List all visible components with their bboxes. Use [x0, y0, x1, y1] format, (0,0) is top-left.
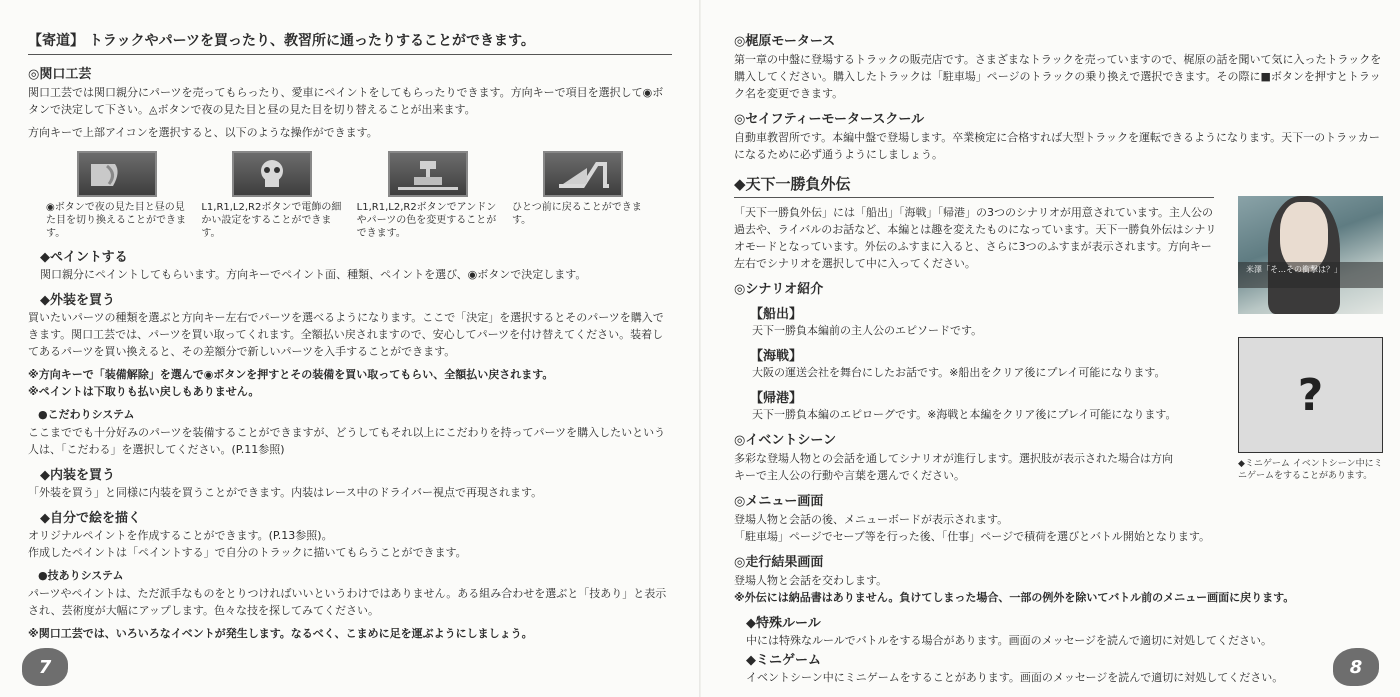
- minigame-placeholder: ?: [1238, 337, 1383, 453]
- day-night-icon: [77, 151, 157, 197]
- final-note: ※関口工芸では、いろいろなイベントが発生します。なるべく、こまめに足を運ぶようにしましょう。: [28, 627, 533, 640]
- kajiwara-body: 第一章の中盤に登場するトラックの販売店です。さまざまなトラックを売っていますので、梶原の話を聞いて気に入ったトラックを購入してください。購入したトラックは「駐車場」ページのトラックの乗り換えで選択できます。その際に■ボタンを押すとトラック名を変更できます。: [734, 53, 1382, 100]
- result-note: ※外伝には納品書はありません。負けてしまった場合、一部の例外を除いてバトル前のメニュー画面に戻ります。: [734, 591, 1295, 604]
- icon-caption: ひとつ前に戻ることができます。: [511, 202, 642, 226]
- menu-title: ◎メニュー画面: [734, 494, 824, 509]
- page-number-left: [22, 648, 68, 686]
- kajiwara-title: ◎梶原モータース: [734, 34, 836, 49]
- exterior-title: ◆外装を買う: [40, 293, 115, 308]
- icon-item: [508, 151, 658, 240]
- page-number-right: [1333, 648, 1379, 686]
- scenario-label: 【船出】: [750, 307, 803, 322]
- scenario-body: 天下一勝負本編前の主人公のエピソードです。: [752, 324, 983, 337]
- interior-body: 「外装を買う」と同様に内装を買うことができます。内装はレース中のドライバー視点で再現されます。: [28, 486, 543, 499]
- exterior-note-2: ※ペイントは下取りも払い戻しもありません。: [28, 385, 260, 398]
- safety-body: 自動車教習所です。本編中盤で登場します。卒業検定に合格すれば大型トラックを運転できるようになります。天下一のトラッカーになるために必ず通うようにしましょう。: [734, 131, 1380, 161]
- icon-item: [353, 151, 503, 240]
- paint-title: ◆ペイントする: [40, 250, 128, 265]
- exterior-note-1: ※方向キーで「装備解除」を選んで◉ボタンを押すとその装備を買い取ってもらい、全額払い戻されます。: [28, 368, 554, 381]
- icon-item: [197, 151, 347, 240]
- draw-title: ◆自分で絵を描く: [40, 511, 141, 526]
- gaiden-body: 「天下一勝負外伝」には「船出」「海戦」「帰港」の3つのシナリオが用意されています。主人公の過去や、ライバルのお話など、本編とは趣を変えたものになっています。天下一勝負外伝はシナリオモードとなっています。外伝のふすまに入ると、さらに3つのふすまが表示されます。方向キー左右でシナリオを選択して中に入ってください。: [734, 206, 1217, 270]
- waza-body: パーツやペイントは、ただ派手なものをとりつければいいというわけではありません。ある組み合わせを選ぶと「技あり」と表示され、芸術度が大幅にアップします。色々な技を探してみてください。: [28, 587, 667, 617]
- page-number-badge: 7: [22, 648, 68, 686]
- exterior-body: 買いたいパーツの種類を選ぶと方向キー左右でパーツを選べるようになります。ここで「決定」を選択するとそのパーツを購入できます。関口工芸では、パーツを買い取ってくれます。全額払い戻されますので、安心してパーツを付け替えてください。装着してあるパーツを買い換えると、その差額分で新しいパーツを入手することができます。: [28, 311, 664, 358]
- icon-row: [42, 151, 658, 240]
- paint-roller-icon: [388, 151, 468, 197]
- kodawari-body: ここまででも十分好みのパーツを装備することができますが、どうしてもそれ以上にこだわりを持ってパーツを購入したいという人は、「こだわる」を選択してください。(P.11参照): [28, 426, 666, 456]
- safety-title: ◎セイフティーモータースクール: [734, 112, 925, 127]
- event-scene-screenshot: [1238, 196, 1383, 314]
- minigame-title: ◆ミニゲーム: [746, 653, 821, 668]
- section-header: 【寄道】 トラックやパーツを買ったり、教習所に通ったりすることができます。: [28, 30, 672, 55]
- icon-caption: L1,R1,L2,R2ボタンでアンドンやパーツの色を変更することができます。: [356, 202, 497, 239]
- icon-intro: 方向キーで上部アイコンを選択すると、以下のような操作ができます。: [28, 126, 378, 139]
- scenario-title: ◎シナリオ紹介: [734, 282, 824, 297]
- sekiguchi-title: ◎関口工芸: [28, 67, 92, 82]
- scenario-label: 【帰港】: [750, 391, 803, 406]
- back-arrow-icon: [543, 151, 623, 197]
- result-title: ◎走行結果画面: [734, 555, 824, 570]
- skull-icon: [232, 151, 312, 197]
- menu-body-2: 「駐車場」ページでセーブ等を行った後、「仕事」ページで積荷を選びとバトル開始となります。: [734, 530, 1210, 543]
- sekiguchi-body: 関口工芸では関口親分にパーツを売ってもらったり、愛車にペイントをしてもらったりできます。方向キーで項目を選択して◉ボタンで決定して下さい。◬ボタンで夜の見た目と昼の見た目を切り替えることが出来ます。: [28, 86, 664, 116]
- screenshot-caption: 米澤「そ…その衝撃は？」: [1246, 265, 1342, 274]
- result-body: 登場人物と会話を交わします。: [734, 574, 888, 587]
- draw-body-2: 作成したペイントは「ペイントする」で自分のトラックに描いてもらうことができます。: [28, 546, 467, 559]
- gaiden-title: ◆天下一勝負外伝: [734, 173, 1214, 198]
- minigame-body: イベントシーン中にミニゲームをすることがあります。画面のメッセージを読んで適切に対処してください。: [746, 671, 1284, 684]
- interior-title: ◆内装を買う: [40, 468, 115, 483]
- paint-body: 関口親分にペイントしてもらいます。方向キーでペイント面、種類、ペイントを選び、◉ボタンで決定します。: [40, 268, 587, 281]
- event-title: ◎イベントシーン: [734, 433, 837, 448]
- icon-caption: ◉ボタンで夜の見た目と昼の見た目を切り換えることができます。: [46, 202, 186, 239]
- scenario-body: 天下一勝負本編のエピローグです。※海戦と本編をクリア後にプレイ可能になります。: [752, 408, 1177, 421]
- menu-body-1: 登場人物と会話の後、メニューボードが表示されます。: [734, 513, 1009, 526]
- special-title: ◆特殊ルール: [746, 616, 821, 631]
- page-number-badge: 8: [1333, 648, 1379, 686]
- waza-title: ●技ありシステム: [38, 569, 124, 582]
- special-body: 中には特殊なルールでバトルをする場合があります。画面のメッセージを読んで適切に対処してください。: [746, 634, 1273, 647]
- draw-body-1: オリジナルペイントを作成することができます。(P.13参照)。: [28, 529, 333, 542]
- kodawari-title: ●こだわりシステム: [38, 408, 135, 421]
- scenario-label: 【海戦】: [750, 349, 803, 364]
- minigame-caption: ◆ミニゲーム イベントシーン中にミニゲームをすることがあります。: [1238, 459, 1383, 481]
- scenario-body: 大阪の運送会社を舞台にしたお話です。※船出をクリア後にプレイ可能になります。: [752, 366, 1166, 379]
- icon-item: [42, 151, 192, 240]
- event-body: 多彩な登場人物との会話を通してシナリオが進行します。選択肢が表示された場合は方向キーで主人公の行動や言葉を選んでください。: [734, 452, 1174, 482]
- icon-caption: L1,R1,L2,R2ボタンで電飾の細かい設定をすることができます。: [201, 202, 342, 239]
